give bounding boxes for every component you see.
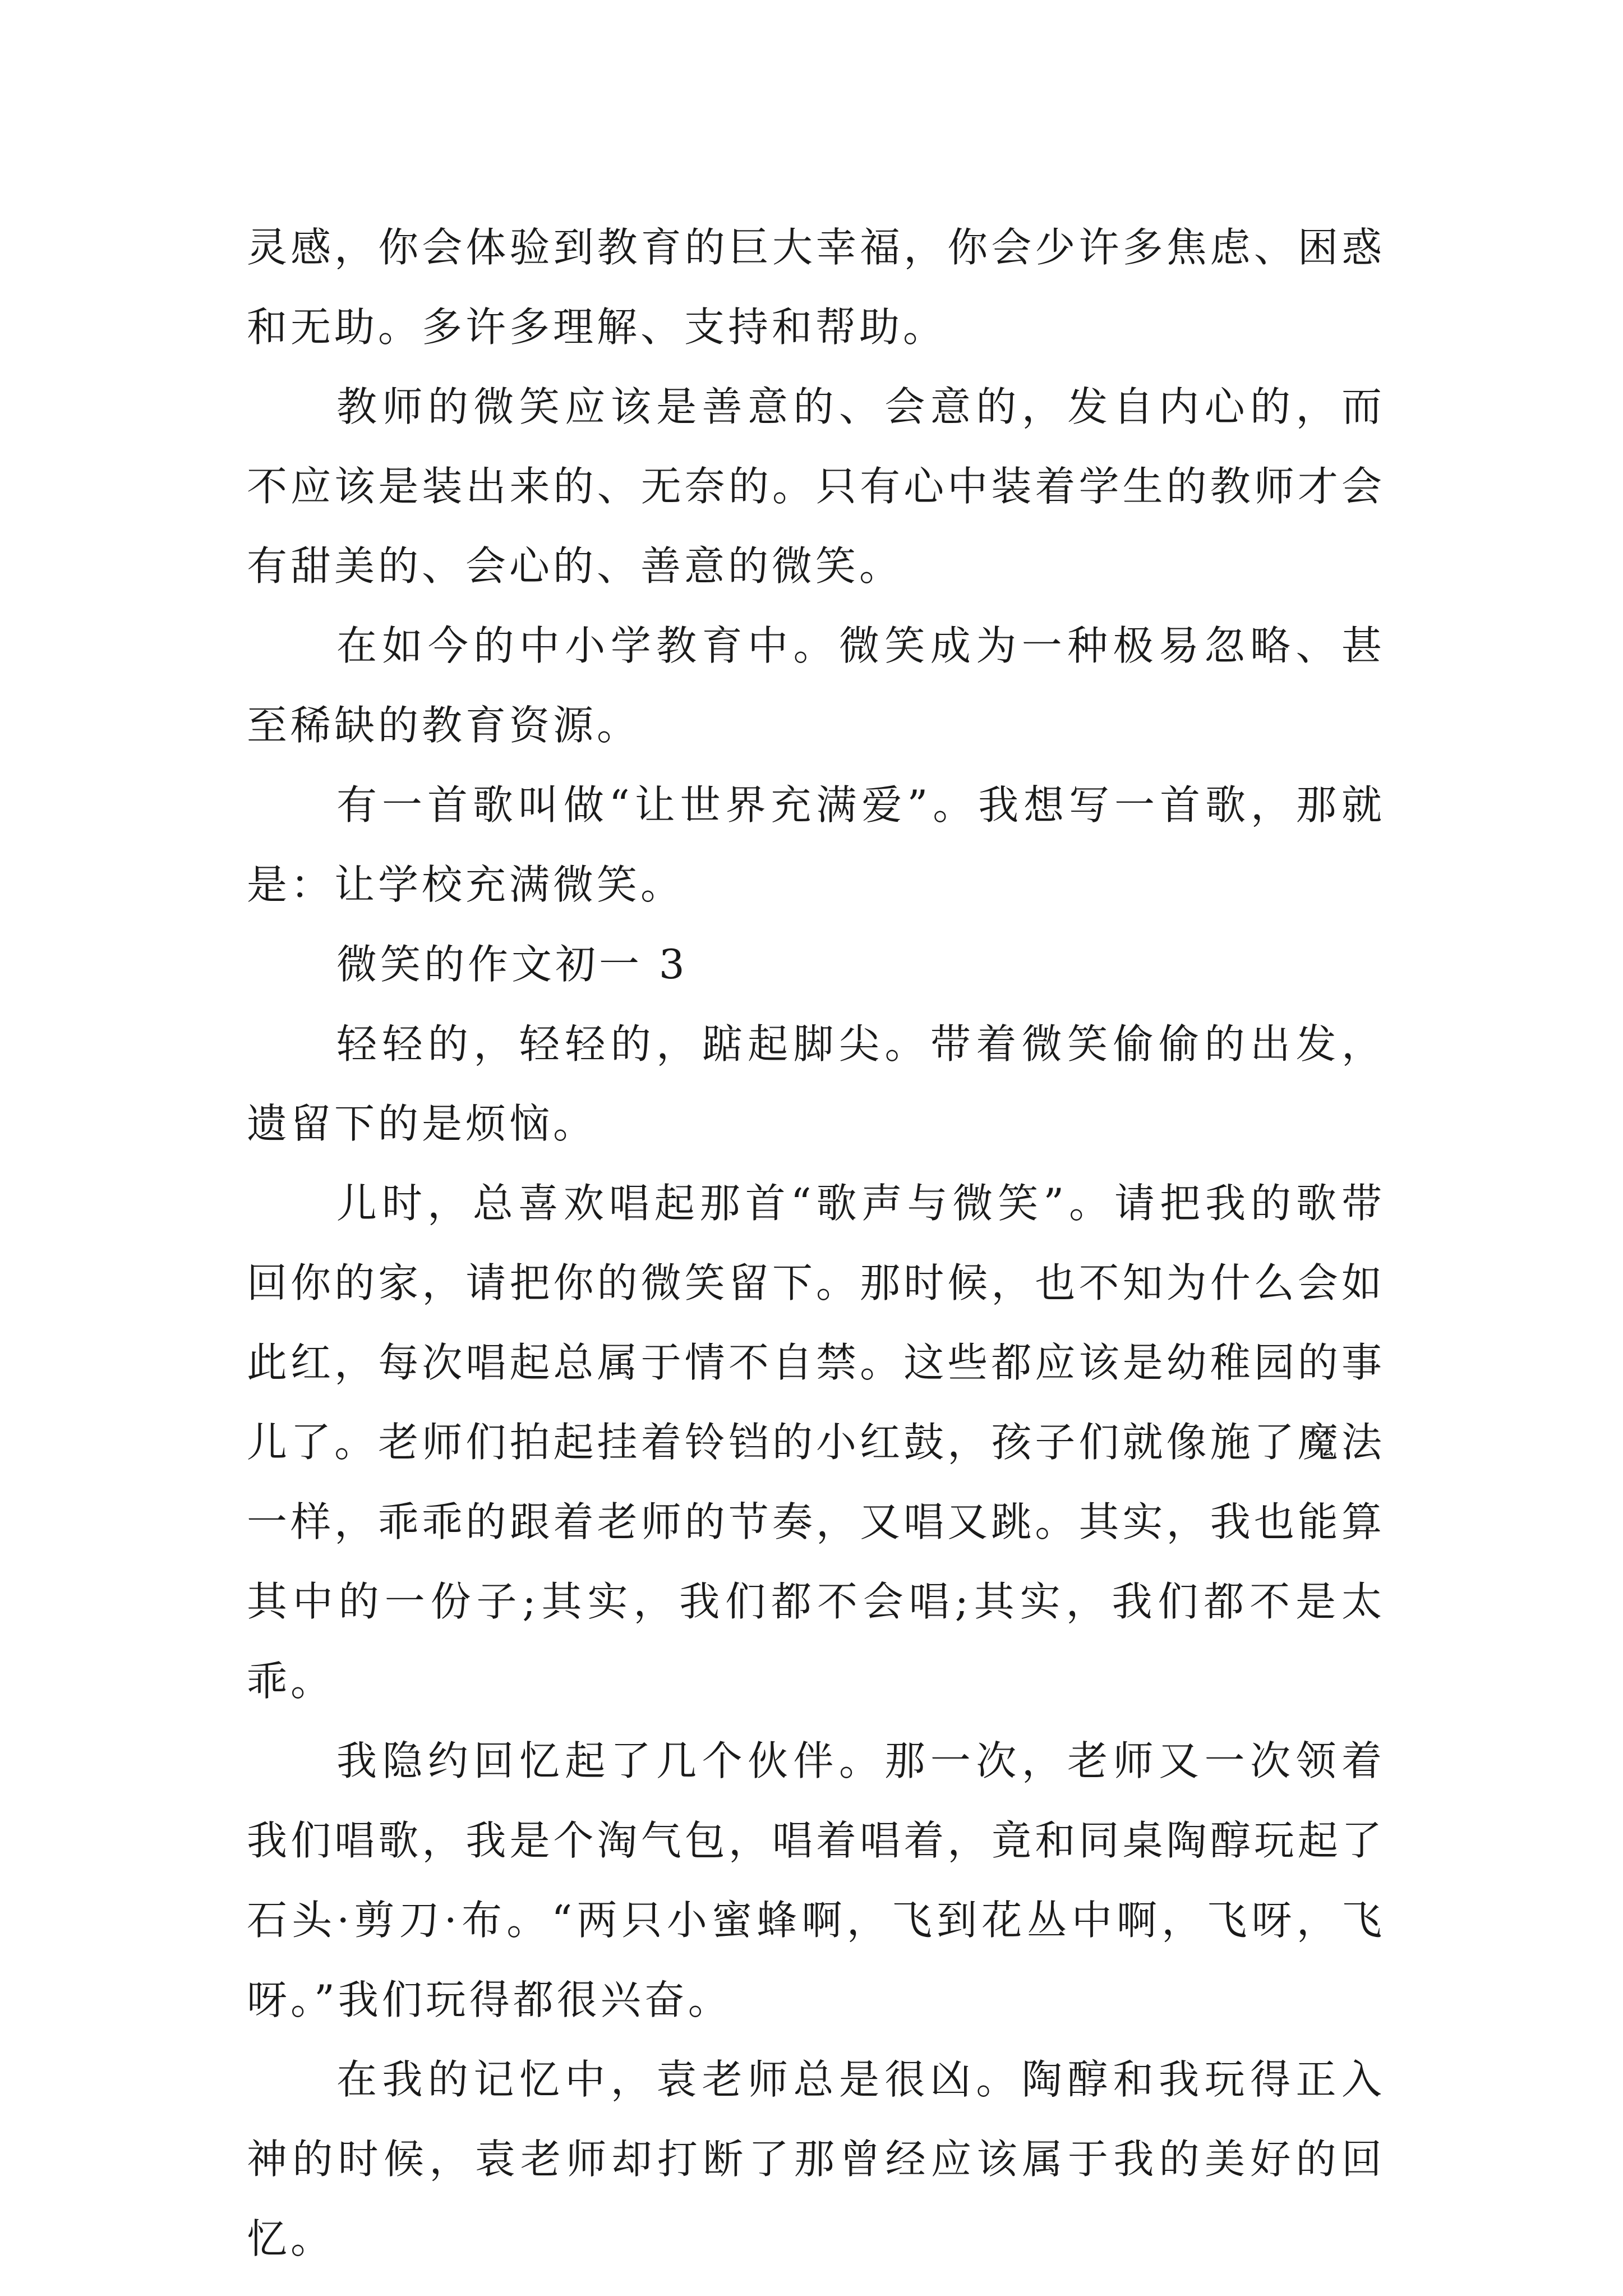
paragraph: 轻轻的，轻轻的，踮起脚尖。带着微笑偷偷的出发，遗留下的是烦恼。	[247, 1020, 1385, 1147]
paragraph: 在我的记忆中，袁老师总是很凶。陶醇和我玩得正入神的时候，袁老师却打断了那曾经应该属于我的美好的回忆。	[247, 2056, 1385, 2262]
paragraph-continued: 灵感，你会体验到教育的巨大幸福，你会少许多焦虑、困惑和无助。多许多理解、支持和帮助。	[247, 224, 1385, 351]
paragraph: 在如今的中小学教育中。微笑成为一种极易忽略、甚至稀缺的教育资源。	[247, 622, 1385, 749]
paragraph: 我隐约回忆起了几个伙伴。那一次，老师又一次领着我们唱歌，我是个淘气包，唱着唱着，竟和同桌陶醇玩起了石头·剪刀·布。“两只小蜜蜂啊，飞到花丛中啊，飞呀，飞呀。”我们玩得都很兴奋。	[247, 1737, 1385, 2023]
paragraph: 儿时，总喜欢唱起那首“歌声与微笑”。请把我的歌带回你的家，请把你的微笑留下。那时候，也不知为什么会如此红，每次唱起总属于情不自禁。这些都应该是幼稚园的事儿了。老师们拍起挂着铃铛的小红鼓，孩子们就像施了魔法一样，乖乖的跟着老师的节奏，又唱又跳。其实，我也能算其中的一份子;其实，我们都不会唱;其实，我们都不是太乖。	[247, 1180, 1385, 1705]
paragraph: 有一首歌叫做“让世界充满爱”。我想写一首歌，那就是：让学校充满微笑。	[247, 781, 1385, 908]
body-text	[247, 208, 1385, 2279]
section-heading: 微笑的作文初一 3	[336, 941, 688, 988]
paragraph: 教师的微笑应该是善意的、会意的，发自内心的，而不应该是装出来的、无奈的。只有心中装着学生的教师才会有甜美的、会心的、善意的微笑。	[247, 383, 1385, 590]
